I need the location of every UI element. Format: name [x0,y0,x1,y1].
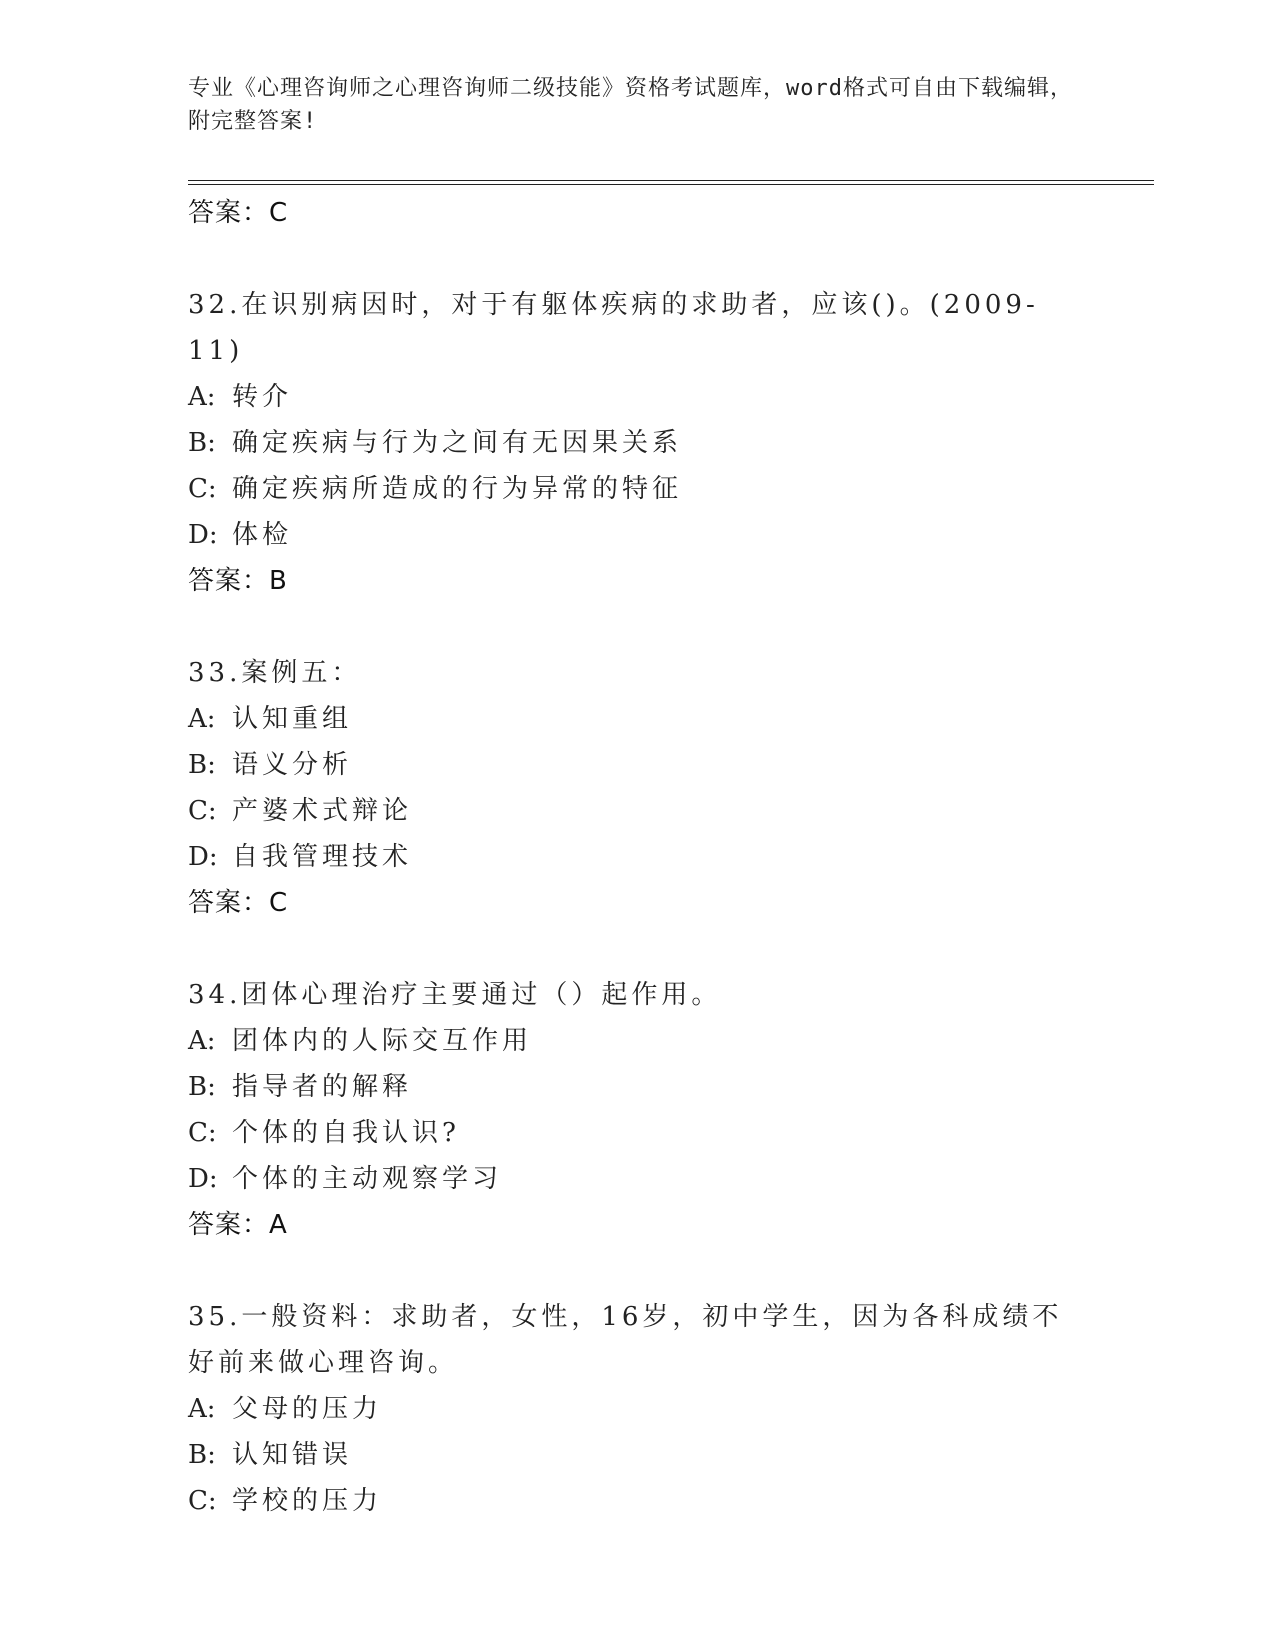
option-key: D: [188,842,218,872]
option-key: B: [188,1072,216,1102]
option-key: B: [188,750,216,780]
option-text: 父母的压力 [232,1394,383,1424]
option-text: 学校的压力 [232,1486,383,1516]
question-list [188,190,1088,1524]
document-header [188,72,1088,138]
option-c [188,1478,1088,1524]
option-text: 产婆术式辩论 [232,796,413,826]
option-c [188,788,1088,834]
option-text: 指导者的解释 [232,1072,413,1102]
option-key: C: [188,1486,217,1516]
option-key: C: [188,796,217,826]
option-text: 体检 [232,520,293,550]
option-c [188,466,1088,512]
option-b [188,1064,1088,1110]
answer-line: 答案：C [188,198,289,228]
question-block [188,1294,1088,1524]
option-key: C: [188,1118,217,1148]
header-rule-bottom [188,184,1154,185]
option-c [188,1110,1088,1156]
option-key: C: [188,474,217,504]
option-d [188,512,1088,558]
option-key: A: [188,382,216,412]
question-stem: 34.团体心理治疗主要通过（）起作用。 [188,980,722,1010]
option-key: A: [188,704,216,734]
header-text: 专业《心理咨询师之心理咨询师二级技能》资格考试题库，word格式可自由下载编辑，附完整答案! [188,76,1073,134]
option-text: 语义分析 [232,750,353,780]
answer-line: 答案：A [188,1210,288,1240]
option-text: 个体的主动观察学习 [232,1164,503,1194]
option-a [188,1386,1088,1432]
option-text: 确定疾病所造成的行为异常的特征 [232,474,683,504]
option-d [188,834,1088,880]
answer-line: 答案：C [188,888,289,918]
header-rule-top [188,180,1154,181]
option-text: 认知错误 [232,1440,353,1470]
option-text: 确定疾病与行为之间有无因果关系 [232,428,683,458]
option-key: B: [188,428,216,458]
option-key: A: [188,1394,216,1424]
option-text: 认知重组 [232,704,353,734]
option-b [188,742,1088,788]
option-a [188,1018,1088,1064]
option-d [188,1156,1088,1202]
question-stem: 33.案例五： [188,658,362,688]
option-text: 团体内的人际交互作用 [232,1026,533,1056]
answer-line: 答案：B [188,566,288,596]
option-b [188,1432,1088,1478]
option-b [188,420,1088,466]
option-a [188,696,1088,742]
option-key: D: [188,1164,218,1194]
option-key: A: [188,1026,216,1056]
option-text: 转介 [232,382,293,412]
question-block [188,972,1088,1248]
question-block [188,650,1088,926]
option-text: 自我管理技术 [232,842,413,872]
option-a [188,374,1088,420]
option-key: D: [188,520,218,550]
option-key: B: [188,1440,216,1470]
question-stem: 32.在识别病因时，对于有躯体疾病的求助者，应该()。(2009-11) [188,290,1039,366]
question-block [188,282,1088,604]
question-stem: 35.一般资料：求助者，女性，16岁，初中学生，因为各科成绩不好前来做心理咨询。 [188,1302,1063,1378]
option-text: 个体的自我认识? [232,1118,460,1148]
